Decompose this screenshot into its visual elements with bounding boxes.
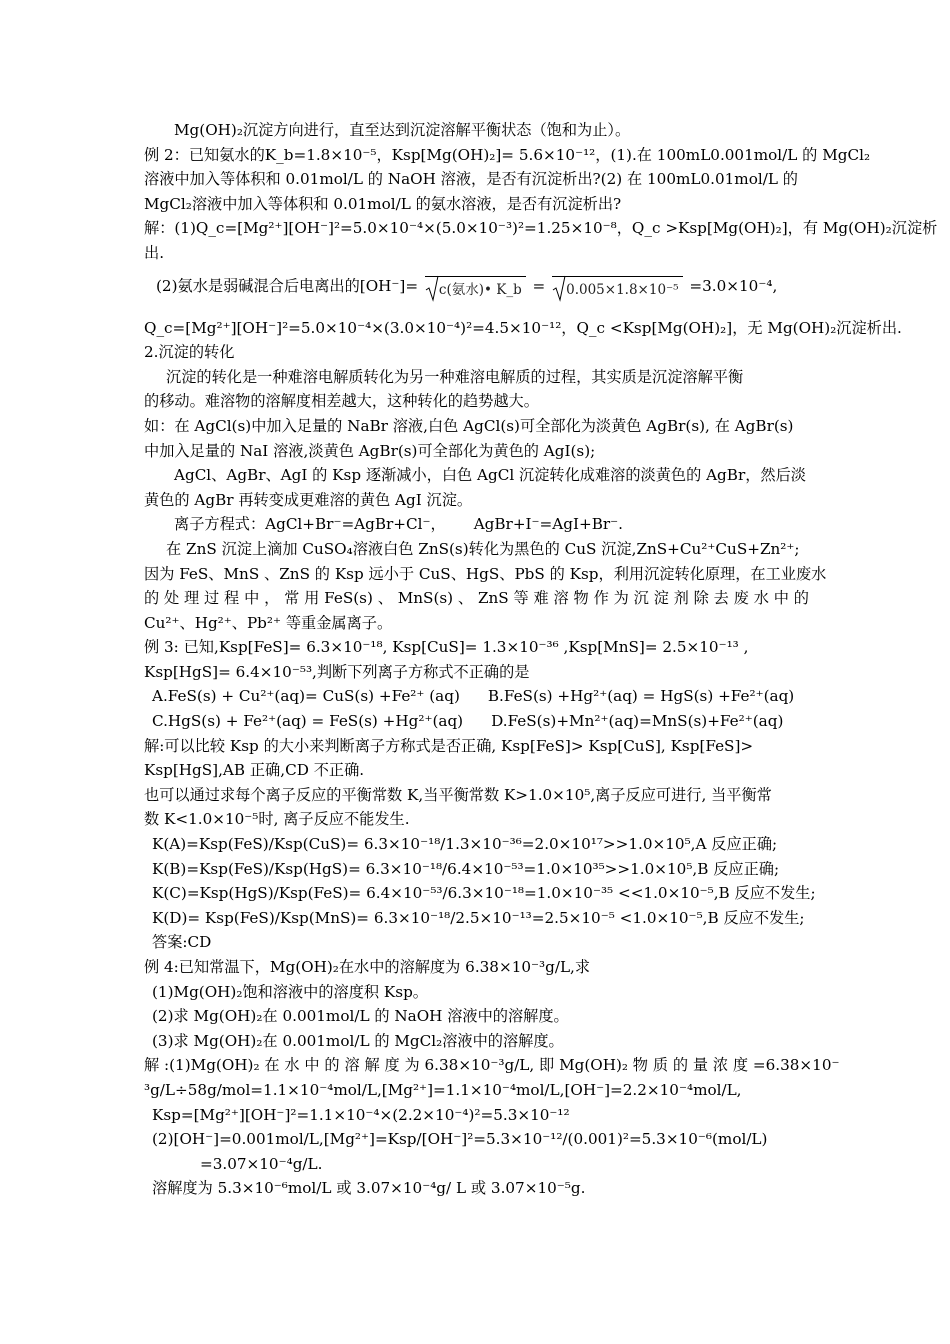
ionic-equation: AgBr+I⁻=AgI+Br⁻. [473, 515, 623, 534]
sqrt-icon [552, 272, 566, 302]
text-line: (2)[OH⁻]=0.001mol/L,[Mg²⁺]=Ksp/[OH⁻]²=5.3×10⁻¹²/(0.001)²=5.3×10⁻⁶(mol/L) [152, 1130, 768, 1149]
text-line: 溶液中加入等体积和 0.01mol/L 的 NaOH 溶液，是否有沉淀析出?(2) 在 100mL0.01mol/L 的 [144, 170, 798, 189]
text-line: 黄色的 AgBr 再转变成更难溶的黄色 AgI 沉淀。 [144, 490, 473, 509]
text-line: 出. [144, 243, 165, 262]
sqrt-radical [425, 272, 526, 302]
choice-row [144, 684, 808, 709]
text-line: Mg(OH)₂沉淀方向进行，直至达到沉淀溶解平衡状态（饱和为止）。 [174, 121, 631, 139]
text-line: Q_c=[Mg²⁺][OH⁻]²=5.0×10⁻⁴×(3.0×10⁻⁴)²=4.5×10⁻¹²，Q_c <Ksp[Mg(OH)₂]，无 Mg(OH)₂沉淀析出. [144, 318, 902, 337]
choice-d: D.FeS(s)+Mn²⁺(aq)=MnS(s)+Fe²⁺(aq) [491, 712, 784, 731]
text-line: 解：(1)Q_c=[Mg²⁺][OH⁻]²=5.0×10⁻⁴×(5.0×10⁻³)²=1.25×10⁻⁸，Q_c >Ksp[Mg(OH)₂]，有 Mg(OH)₂沉淀析 [144, 219, 938, 238]
text-line: 溶解度为 5.3×10⁻⁶mol/L 或 3.07×10⁻⁴g/ L 或 3.07×10⁻⁵g. [152, 1179, 586, 1198]
formula-equals: = [532, 276, 546, 295]
ionic-equation: 离子方程式：AgCl+Br⁻=AgBr+Cl⁻， [174, 515, 446, 534]
text-line: (1)Mg(OH)₂饱和溶液中的溶度积 Ksp。 [152, 982, 428, 1001]
text-line: K(B)=Ksp(FeS)/Ksp(HgS)= 6.3×10⁻¹⁸/6.4×10⁻⁵³=1.0×10³⁵>>1.0×10⁵,B 反应正确; [152, 859, 780, 878]
choice-a: A.FeS(s) + Cu²⁺(aq)= CuS(s) +Fe²⁺ (aq) [152, 687, 460, 706]
sqrt-icon [425, 272, 439, 302]
text-line: K(C)=Ksp(HgS)/Ksp(FeS)= 6.4×10⁻⁵³/6.3×10⁻¹⁸=1.0×10⁻³⁵ <<1.0×10⁻⁵,B 反应不发生; [152, 884, 816, 903]
text-line: 的 处 理 过 程 中 ， 常 用 FeS(s) 、 MnS(s) 、 ZnS 等 难 溶 物 作 为 沉 淀 剂 除 去 废 水 中 的 [144, 589, 809, 608]
formula-suffix: =3.0×10⁻⁴, [689, 276, 778, 295]
text-line: 也可以通过求每个离子反应的平衡常数 K,当平衡常数 K>1.0×10⁵,离子反应可进行, 当平衡常 [144, 785, 772, 804]
document-page [144, 118, 938, 1201]
text-line: 解:可以比较 Ksp 的大小来判断离子方称式是否正确, Ksp[FeS]> Ksp[CuS], Ksp[FeS]> [144, 736, 754, 755]
text-line: =3.07×10⁻⁴g/L. [200, 1154, 323, 1173]
text-line: (2)求 Mg(OH)₂在 0.001mol/L 的 NaOH 溶液中的溶解度。 [152, 1007, 569, 1026]
text-line: 例 3: 已知,Ksp[FeS]= 6.3×10⁻¹⁸, Ksp[CuS]= 1.3×10⁻³⁶ ,Ksp[MnS]= 2.5×10⁻¹³ , [144, 638, 749, 657]
text-line: 因为 FeS、MnS 、ZnS 的 Ksp 远小于 CuS、HgS、PbS 的 Ksp，利用沉淀转化原理，在工业废水 [144, 564, 827, 583]
choice-row [144, 709, 808, 734]
choice-c: C.HgS(s) + Fe²⁺(aq) = FeS(s) +Hg²⁺(aq) [152, 712, 464, 731]
text-line: 解 :(1)Mg(OH)₂ 在 水 中 的 溶 解 度 为 6.38×10⁻³g/L, 即 Mg(OH)₂ 物 质 的 量 浓 度 =6.38×10⁻ [144, 1056, 840, 1075]
sqrt-content: 0.005×1.8×10⁻⁵ [552, 276, 682, 303]
text-line: 中加入足量的 NaI 溶液,淡黄色 AgBr(s)可全部化为黄色的 AgI(s); [144, 441, 596, 460]
text-line: 数 K<1.0×10⁻⁵时, 离子反应不能发生. [144, 810, 410, 829]
text-line: Ksp[HgS]= 6.4×10⁻⁵³,判断下列离子方称式不正确的是 [144, 662, 530, 681]
text-line: Cu²⁺、Hg²⁺、Pb²⁺ 等重金属离子。 [144, 613, 393, 632]
sqrt-content: c(氨水)• K_b [425, 276, 526, 303]
sqrt-radical [552, 272, 682, 302]
text-line [144, 512, 808, 537]
text-line: Ksp=[Mg²⁺][OH⁻]²=1.1×10⁻⁴×(2.2×10⁻⁴)²=5.3×10⁻¹² [152, 1105, 570, 1124]
text-line: (3)求 Mg(OH)₂在 0.001mol/L 的 MgCl₂溶液中的溶解度。 [152, 1031, 564, 1050]
text-line: 例 4:已知常温下，Mg(OH)₂在水中的溶解度为 6.38×10⁻³g/L,求 [144, 958, 591, 976]
formula-line [144, 266, 808, 306]
text-line: 在 ZnS 沉淀上滴加 CuSO₄溶液白色 ZnS(s)转化为黑色的 CuS 沉淀,ZnS+Cu²⁺CuS+Zn²⁺; [166, 539, 800, 558]
answer-line: 答案:CD [152, 933, 212, 952]
text-line: Ksp[HgS],AB 正确,CD 不正确. [144, 761, 365, 780]
text-line: 例 2：已知氨水的K_b=1.8×10⁻⁵，Ksp[Mg(OH)₂]= 5.6×10⁻¹²，(1).在 100mL0.001mol/L 的 MgCl₂ [144, 145, 871, 164]
choice-b: B.FeS(s) +Hg²⁺(aq) = HgS(s) +Fe²⁺(aq) [487, 687, 795, 706]
text-line: 沉淀的转化是一种难溶电解质转化为另一种难溶电解质的过程，其实质是沉淀溶解平衡 [166, 367, 744, 386]
text-line: K(D)= Ksp(FeS)/Ksp(MnS)= 6.3×10⁻¹⁸/2.5×10⁻¹³=2.5×10⁻⁵ <1.0×10⁻⁵,B 反应不发生; [152, 908, 805, 927]
text-line: AgCl、AgBr、AgI 的 Ksp 逐渐减小，白色 AgCl 沉淀转化成难溶的淡黄色的 AgBr，然后淡 [174, 466, 806, 485]
section-heading: 2.沉淀的转化 [144, 343, 235, 362]
text-line: 如：在 AgCl(s)中加入足量的 NaBr 溶液,白色 AgCl(s)可全部化为淡黄色 AgBr(s), 在 AgBr(s) [144, 416, 794, 435]
formula-prefix: (2)氨水是弱碱混合后电离出的[OH⁻]= [156, 276, 419, 295]
text-line: ³g/L÷58g/mol=1.1×10⁻⁴mol/L,[Mg²⁺]=1.1×10⁻⁴mol/L,[OH⁻]=2.2×10⁻⁴mol/L, [144, 1080, 742, 1099]
text-line: 的移动。难溶物的溶解度相差越大，这种转化的趋势越大。 [144, 392, 539, 411]
text-line: K(A)=Ksp(FeS)/Ksp(CuS)= 6.3×10⁻¹⁸/1.3×10⁻³⁶=2.0×10¹⁷>>1.0×10⁵,A 反应正确; [152, 835, 778, 854]
text-line: MgCl₂溶液中加入等体积和 0.01mol/L 的氨水溶液，是否有沉淀析出? [144, 194, 622, 213]
